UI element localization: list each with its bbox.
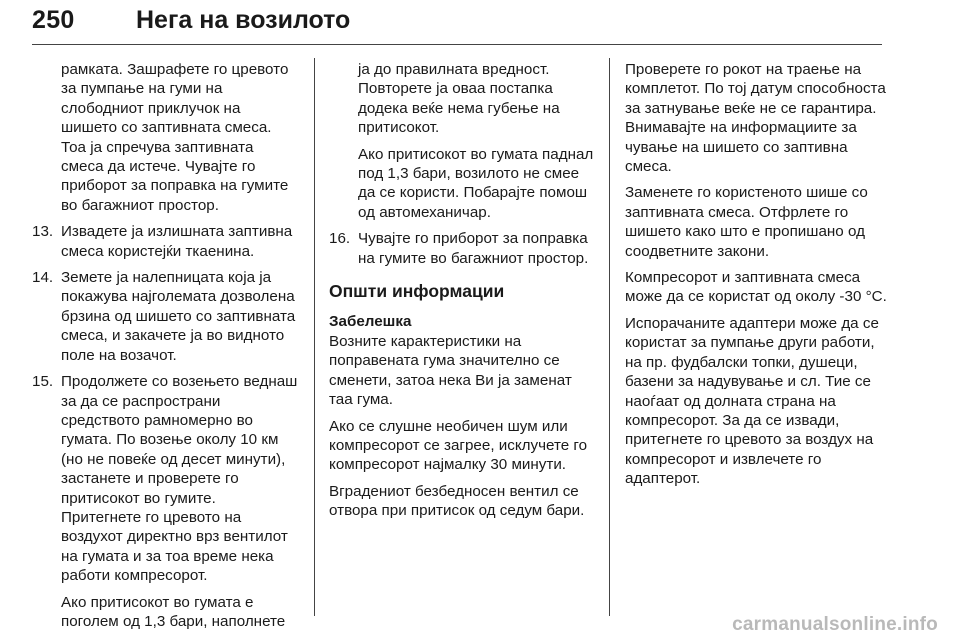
paragraph: Проверете го рокот на траење на комплетот. По тој датум способноста за затнување веќе не се гарантира. Внимавајте на информациите за чување на шишето со заптивна смеса. bbox=[625, 61, 886, 176]
paragraph: Ако се слушне необичен шум или компресорот се загрее, исклучете го компресорот најмалку 30 минути. bbox=[329, 417, 588, 474]
step-extra-paragraph: Ако притисокот во гумата е поголем од 1,3 бари, наполнете bbox=[61, 593, 286, 630]
note-text: Возните карактеристики на поправената гума значително се сменети, затоа нека Ви ја заменат таа гума. bbox=[329, 332, 572, 409]
page-header bbox=[32, 2, 882, 46]
note-label: Забелешка bbox=[329, 313, 412, 331]
step-continuation: ја до правилната вредност. Повторете ја оваа постапка додека веќе нема губење на притисокот. bbox=[358, 61, 560, 137]
column-divider-2 bbox=[609, 58, 610, 616]
chapter-title: Нега на возилото bbox=[136, 6, 351, 34]
step-text: Земете ја налепницата која ја покажува најголемата дозволена брзина од шишето со заптивната смеса, и закачете ја во видното поле на возачот. bbox=[61, 269, 296, 364]
step-item bbox=[32, 268, 300, 365]
text-column-3 bbox=[625, 60, 887, 496]
step-number: 16. bbox=[329, 230, 351, 248]
header-rule bbox=[32, 44, 882, 45]
step-extra-paragraph: Ако притисокот во гумата паднал под 1,3 бари, возилото не смее да се користи. Побарајте помош од автомеханичар. bbox=[358, 145, 594, 221]
paragraph: Компресорот и заптивната смеса може да се користат од околу -30 °C. bbox=[625, 269, 887, 306]
paragraph: Вградениот безбедносен вентил се отвора при притисок од седум бари. bbox=[329, 482, 585, 520]
step-item bbox=[329, 229, 595, 268]
step-text: Продолжете со возењето веднаш за да се распространи средството рамномерно во гумата. По возење околу 10 км (но не повеќе од десет минути), застанете и проверете го притисокот во гумите. Притегнете го цревото на воздухот директно врз вентилот на гумата и за тоа време нека работи компресорот. bbox=[61, 373, 298, 585]
paragraph: Испорачаните адаптери може да се користат за пумпање други работи, на пр. фудбалски топки, душеци, базени за надувување и сл. Тие се наоѓаат од долната страна на компресорот. За да се извади, притегнете го цревото за воздух на компресорот и извлечете го адаптерот. bbox=[625, 314, 879, 488]
step-item bbox=[32, 222, 300, 261]
text-column-2 bbox=[329, 60, 595, 528]
step-text: Извадете ја излишната заптивна смеса користејќи ткаенина. bbox=[61, 223, 293, 260]
section-heading: Општи информации bbox=[329, 281, 505, 302]
text-column-1 bbox=[32, 60, 300, 638]
page-number: 250 bbox=[32, 6, 75, 34]
step-item bbox=[32, 372, 300, 585]
column-divider-1 bbox=[314, 58, 315, 616]
watermark: carmanualsonline.info bbox=[732, 614, 938, 635]
step-number: 14. bbox=[32, 269, 54, 287]
paragraph: Заменете го користеното шише со заптивната смеса. Отфрлете го шишето како што е пропишано од соодветните закони. bbox=[625, 184, 868, 260]
step-text: Чувајте го приборот за поправка на гумите во багажниот простор. bbox=[358, 230, 589, 267]
step-number: 13. bbox=[32, 223, 54, 241]
step-continuation: рамката. Зашрафете го цревото за пумпање на гуми на слободниот приклучок на шишето со заптивната смеса. Тоа ја спречува заптивната смеса да истече. Чувајте го приборот за поправка на гумите во багажниот простор. bbox=[61, 61, 289, 214]
step-number: 15. bbox=[32, 373, 54, 391]
